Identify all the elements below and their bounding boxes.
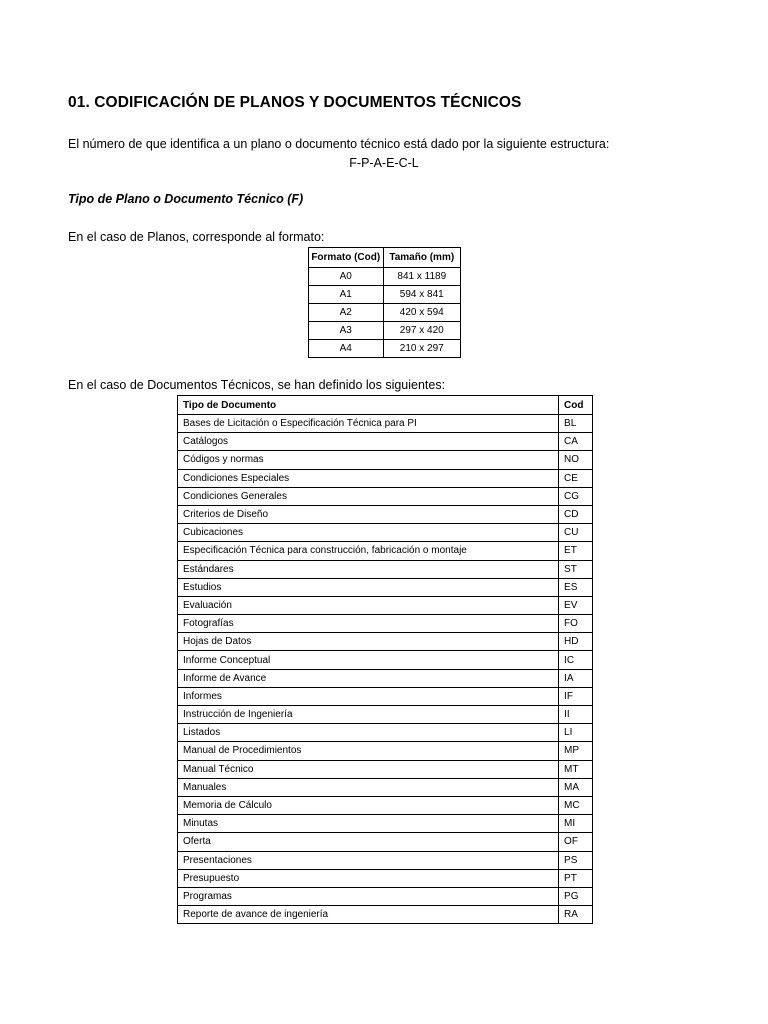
document-type-cell: Hojas de Datos [178, 633, 559, 651]
document-type-cell: Fotografías [178, 615, 559, 633]
column-header-size: Tamaño (mm) [383, 248, 460, 268]
document-type-cell: Oferta [178, 833, 559, 851]
document-type-cell: Presupuesto [178, 869, 559, 887]
document-code-cell: IF [559, 687, 593, 705]
table-row [178, 778, 593, 796]
format-code-cell: A1 [309, 286, 384, 304]
table-row [178, 651, 593, 669]
document-code-cell: LI [559, 724, 593, 742]
document-type-cell: Memoria de Cálculo [178, 796, 559, 814]
document-code-cell: CA [559, 433, 593, 451]
document-type-cell: Manual Técnico [178, 760, 559, 778]
table-row [178, 560, 593, 578]
document-type-cell: Manual de Procedimientos [178, 742, 559, 760]
document-code-cell: PT [559, 869, 593, 887]
table-row [309, 304, 461, 322]
document-type-cell: Instrucción de Ingeniería [178, 706, 559, 724]
document-type-cell: Reporte de avance de ingeniería [178, 906, 559, 924]
table-row [178, 487, 593, 505]
format-code-cell: A0 [309, 268, 384, 286]
table-header-row [309, 248, 461, 268]
table-row [178, 687, 593, 705]
table-row [309, 286, 461, 304]
document-type-cell: Minutas [178, 815, 559, 833]
table-row [309, 340, 461, 358]
document-code-cell: CG [559, 487, 593, 505]
format-code-cell: A2 [309, 304, 384, 322]
document-code-cell: NO [559, 451, 593, 469]
table-row [178, 451, 593, 469]
formats-table [308, 247, 461, 358]
table-row [178, 596, 593, 614]
document-type-cell: Estudios [178, 578, 559, 596]
document-code-cell: RA [559, 906, 593, 924]
column-header-format: Formato (Cod) [309, 248, 384, 268]
table-row [178, 724, 593, 742]
table-row [178, 578, 593, 596]
document-type-cell: Informe Conceptual [178, 651, 559, 669]
table-header-row [178, 396, 593, 415]
table-row [309, 268, 461, 286]
table-row [178, 469, 593, 487]
document-type-cell: Manuales [178, 778, 559, 796]
document-code-cell: ST [559, 560, 593, 578]
planos-intro-text: En el caso de Planos, corresponde al formato: [68, 230, 325, 244]
document-code-cell: CE [559, 469, 593, 487]
table-row [178, 869, 593, 887]
document-type-cell: Catálogos [178, 433, 559, 451]
intro-text: El número de que identifica a un plano o documento técnico está dado por la siguiente estructura: [68, 137, 610, 151]
document-type-cell: Evaluación [178, 596, 559, 614]
table-row [178, 887, 593, 905]
table-row [178, 760, 593, 778]
size-cell: 420 x 594 [383, 304, 460, 322]
document-code-cell: ES [559, 578, 593, 596]
document-code-cell: PS [559, 851, 593, 869]
document-type-cell: Programas [178, 887, 559, 905]
document-type-cell: Criterios de Diseño [178, 505, 559, 523]
page-title: 01. CODIFICACIÓN DE PLANOS Y DOCUMENTOS TÉCNICOS [68, 94, 522, 111]
document-type-cell: Condiciones Generales [178, 487, 559, 505]
format-code-cell: A3 [309, 322, 384, 340]
document-code-cell: FO [559, 615, 593, 633]
format-code-cell: A4 [309, 340, 384, 358]
column-header-document-type: Tipo de Documento [178, 396, 559, 415]
document-code-cell: PG [559, 887, 593, 905]
docs-intro-text: En el caso de Documentos Técnicos, se han definido los siguientes: [68, 378, 446, 392]
table-row [178, 742, 593, 760]
size-cell: 297 x 420 [383, 322, 460, 340]
size-cell: 594 x 841 [383, 286, 460, 304]
size-cell: 210 x 297 [383, 340, 460, 358]
document-code-cell: MT [559, 760, 593, 778]
document-code-cell: OF [559, 833, 593, 851]
table-row [178, 669, 593, 687]
document-code-cell: CD [559, 505, 593, 523]
document-code-cell: HD [559, 633, 593, 651]
document-code-cell: MC [559, 796, 593, 814]
document-code-cell: II [559, 706, 593, 724]
table-row [178, 505, 593, 523]
document-code-cell: MI [559, 815, 593, 833]
document-code-cell: ET [559, 542, 593, 560]
table-row [178, 906, 593, 924]
document-code-cell: IC [559, 651, 593, 669]
document-type-cell: Informe de Avance [178, 669, 559, 687]
table-row [178, 851, 593, 869]
table-row [178, 796, 593, 814]
document-type-cell: Listados [178, 724, 559, 742]
document-type-cell: Condiciones Especiales [178, 469, 559, 487]
section-heading: Tipo de Plano o Documento Técnico (F) [68, 192, 304, 206]
document-type-cell: Presentaciones [178, 851, 559, 869]
document-type-cell: Informes [178, 687, 559, 705]
table-row [178, 415, 593, 433]
document-type-cell: Códigos y normas [178, 451, 559, 469]
document-code-cell: IA [559, 669, 593, 687]
document-code-cell: MA [559, 778, 593, 796]
document-type-cell: Cubicaciones [178, 524, 559, 542]
document-types-table [177, 395, 593, 924]
table-row [178, 542, 593, 560]
document-code-cell: MP [559, 742, 593, 760]
table-row [309, 322, 461, 340]
document-code-cell: CU [559, 524, 593, 542]
table-row [178, 833, 593, 851]
document-type-cell: Bases de Licitación o Especificación Técnica para PI [178, 415, 559, 433]
table-row [178, 615, 593, 633]
table-row [178, 633, 593, 651]
table-row [178, 706, 593, 724]
table-row [178, 815, 593, 833]
table-row [178, 433, 593, 451]
column-header-code: Cod [559, 396, 593, 415]
table-row [178, 524, 593, 542]
document-code-cell: BL [559, 415, 593, 433]
document-code-cell: EV [559, 596, 593, 614]
size-cell: 841 x 1189 [383, 268, 460, 286]
structure-code: F-P-A-E-C-L [349, 156, 419, 170]
document-type-cell: Estándares [178, 560, 559, 578]
document-type-cell: Especificación Técnica para construcción, fabricación o montaje [178, 542, 559, 560]
